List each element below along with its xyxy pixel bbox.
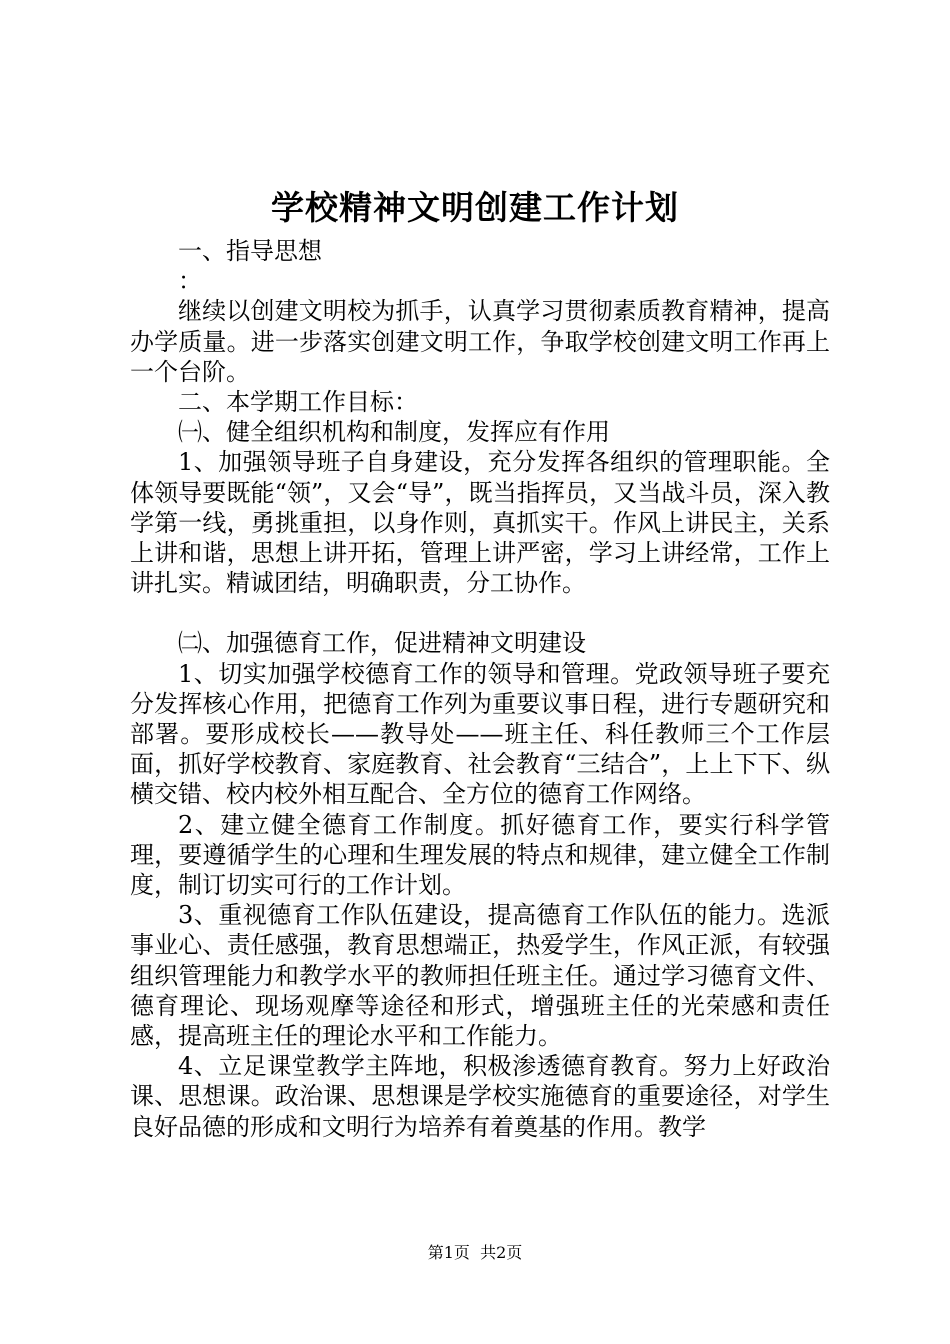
section-heading-guiding-ideology: 一、指导思想 xyxy=(178,237,322,265)
paragraph-classroom: 4、立足课堂教学主阵地，积极渗透德育教育。努力上好政治课、思想课。政治课、思想课是学校实施德育的重要途径，对学生良好品德的形成和文明行为培养有着奠基的作用。教学 xyxy=(130,1052,830,1141)
subheading-moral-education: ㈡、加强德育工作，促进精神文明建设 xyxy=(178,629,586,658)
page-number: 第1页 xyxy=(427,1243,470,1262)
paragraph-leadership: 1、加强领导班子自身建设，充分发挥各组织的管理职能。全体领导要既能“领”，又会“导”，既当指挥员，又当战斗员，深入教学第一线，勇挑重担，以身作则，真抓实干。作风上讲民主，关系上讲和谐，思想上讲开拓，管理上讲严密，学习上讲经常，工作上讲扎实。精诚团结，明确职责，分工协作。 xyxy=(130,448,830,598)
paragraph-moral-team: 3、重视德育工作队伍建设，提高德育工作队伍的能力。选派事业心、责任感强，教育思想端正，热爱学生，作风正派，有较强组织管理能力和教学水平的教师担任班主任。通过学习德育文件、德育理论、现场观摩等途径和形式，增强班主任的光荣感和责任感，提高班主任的理论水平和工作能力。 xyxy=(130,901,830,1051)
subheading-organization: ㈠、健全组织机构和制度，发挥应有作用 xyxy=(178,418,610,447)
paragraph-moral-system: 2、建立健全德育工作制度。抓好德育工作，要实行科学管理，要遵循学生的心理和生理发展的特点和规律，建立健全工作制度，制订切实可行的工作计划。 xyxy=(130,810,830,900)
paragraph-guiding-ideology: 继续以创建文明校为抓手，认真学习贯彻素质教育精神，提高办学质量。进一步落实创建文明工作，争取学校创建文明工作再上一个台阶。 xyxy=(130,297,830,386)
document-title: 学校精神文明创建工作计划 xyxy=(271,188,679,227)
section-heading-goals: 二、本学期工作目标： xyxy=(178,388,418,417)
paragraph-moral-leadership: 1、切实加强学校德育工作的领导和管理。党政领导班子要充分发挥核心作用，把德育工作列为重要议事日程，进行专题研究和部署。要形成校长——教导处——班主任、科任教师三个工作层面，抓好学校教育、家庭教育、社会教育“三结合”，上上下下、纵横交错、校内校外相互配合、全方位的德育工作网络。 xyxy=(130,659,830,809)
colon-line: ： xyxy=(178,267,202,296)
page-footer xyxy=(0,1242,950,1264)
page-total: 共2页 xyxy=(480,1243,523,1262)
document-body xyxy=(130,236,830,1142)
